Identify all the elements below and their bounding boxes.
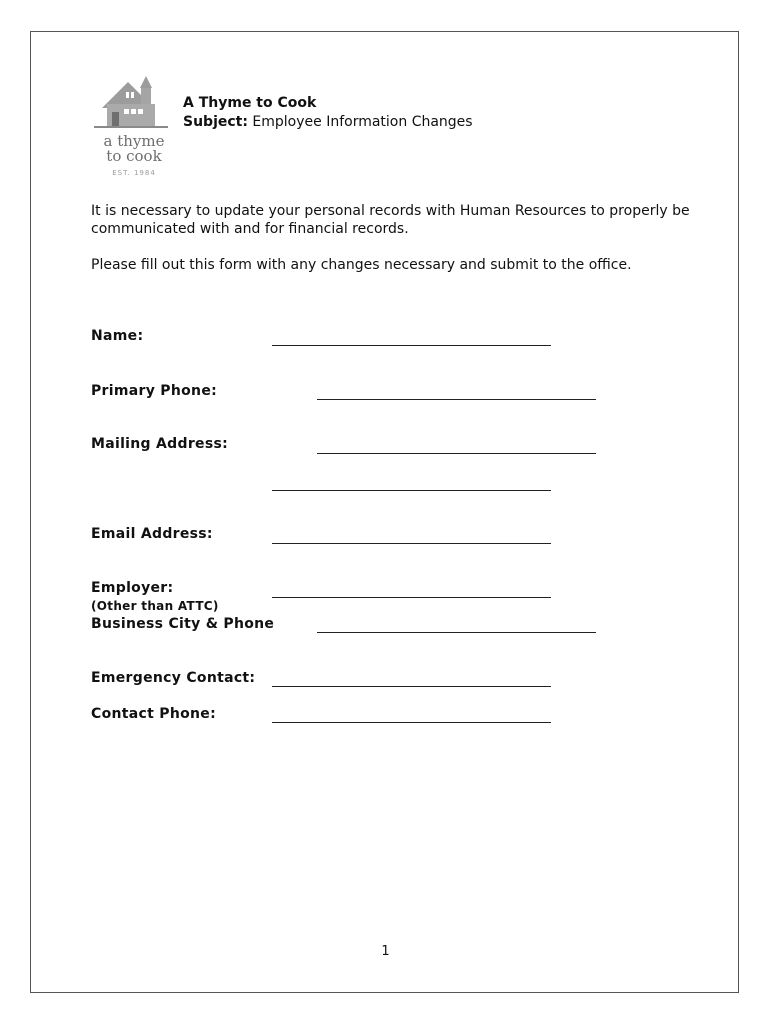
document-page <box>30 31 739 993</box>
emergency-contact-label: Emergency Contact: <box>91 670 256 686</box>
employer-note: (Other than ATTC) <box>91 599 219 613</box>
intro-paragraph-2: Please fill out this form with any changes necessary and submit to the office. <box>91 257 632 273</box>
company-name: A Thyme to Cook <box>183 95 317 111</box>
emergency-contact-field[interactable] <box>272 686 551 687</box>
employer-label: Employer: <box>91 580 174 596</box>
primary-phone-field[interactable] <box>317 399 596 400</box>
subject-label: Subject: <box>183 114 248 130</box>
name-label: Name: <box>91 328 144 344</box>
logo-line-1: a thyme <box>103 132 165 150</box>
employer-field[interactable] <box>272 597 551 598</box>
email-address-label: Email Address: <box>91 526 213 542</box>
page-number: 1 <box>381 944 390 959</box>
logo-wordmark <box>94 134 174 164</box>
business-city-phone-label: Business City & Phone <box>91 616 275 632</box>
primary-phone-label: Primary Phone: <box>91 383 218 399</box>
business-city-phone-field[interactable] <box>317 632 596 633</box>
company-logo <box>94 74 174 184</box>
mailing-address-field-1[interactable] <box>317 453 596 454</box>
intro-paragraph-1: It is necessary to update your personal records with Human Resources to properly be communicated with and for financial records. <box>91 203 690 237</box>
intro-text <box>91 202 691 274</box>
mailing-address-label: Mailing Address: <box>91 436 228 452</box>
schoolhouse-icon <box>94 74 174 134</box>
contact-phone-field[interactable] <box>272 722 551 723</box>
logo-line-2: to cook <box>106 147 162 165</box>
logo-established: EST. 1984 <box>112 169 156 177</box>
email-address-field[interactable] <box>272 543 551 544</box>
subject-value: Employee Information Changes <box>252 114 473 130</box>
contact-phone-label: Contact Phone: <box>91 706 216 722</box>
mailing-address-field-2[interactable] <box>272 490 551 491</box>
document-header <box>183 94 473 132</box>
subject-line <box>183 113 473 132</box>
name-field[interactable] <box>272 345 551 346</box>
